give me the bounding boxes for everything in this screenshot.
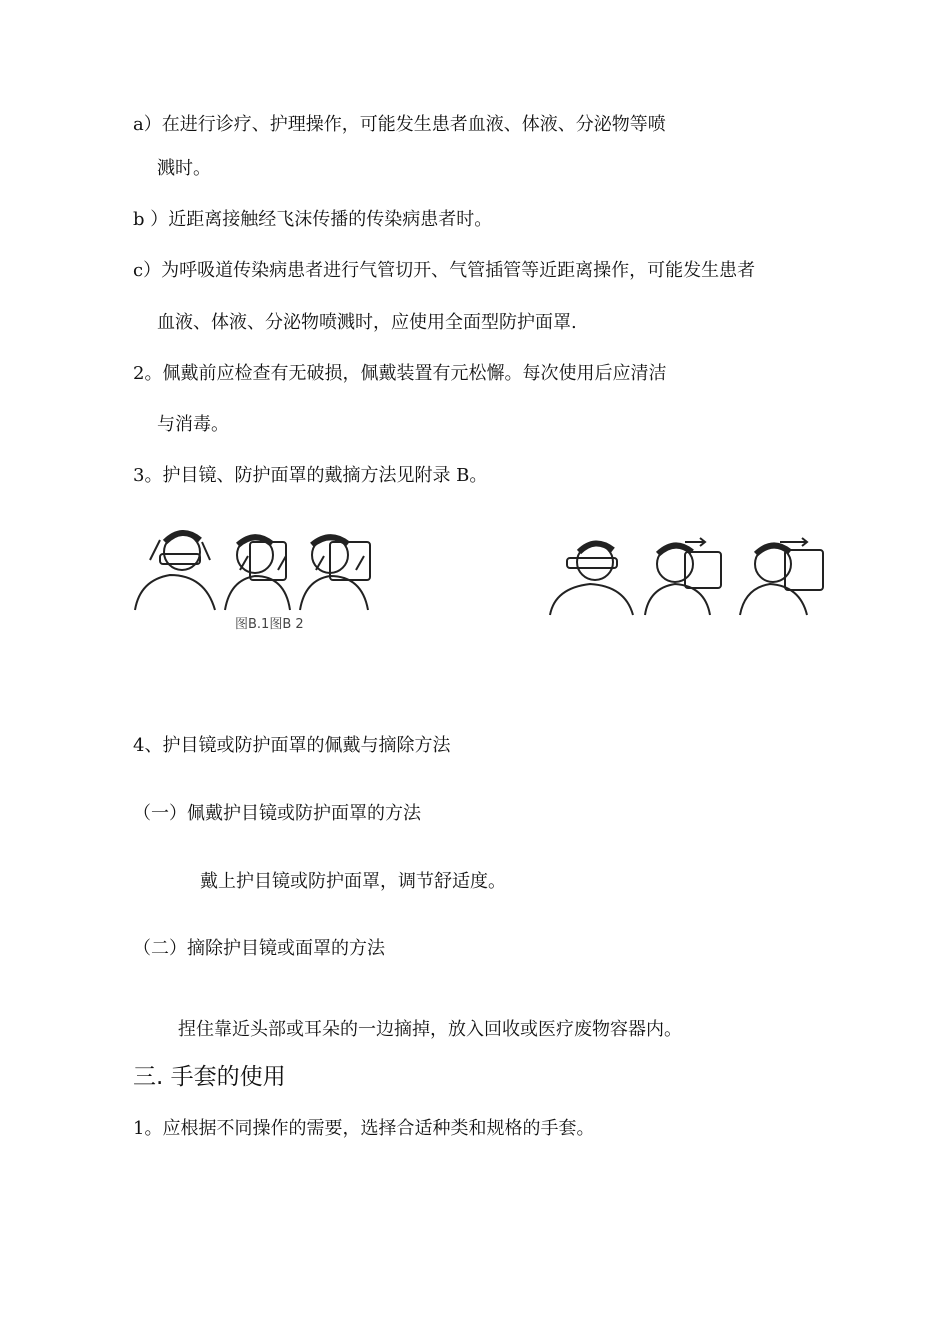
figure-caption: 图B.1图B 2: [235, 617, 304, 632]
item-b: b ）近距离接触经飞沫传播的传染病患者时。: [133, 209, 493, 230]
figure-b1-illustration: [130, 520, 390, 615]
item-c-line2: 血液、体液、分泌物喷溅时，应使用全面型防护面罩.: [157, 312, 577, 333]
item-c-line1: c）为呼吸道传染病患者进行气管切开、气管插管等近距离操作，可能发生患者: [133, 260, 756, 281]
item-a-line2: 溅时。: [157, 158, 211, 179]
chapter-3-heading: 三. 手套的使用: [133, 1064, 286, 1090]
para-2-line1: 2。佩戴前应检查有无破损，佩戴装置有元松懈。每次使用后应清洁: [133, 363, 667, 384]
section-2-heading: （二）摘除护目镜或面罩的方法: [133, 938, 385, 959]
section-1-heading: （一）佩戴护目镜或防护面罩的方法: [133, 803, 421, 824]
para-3: 3。护目镜、防护面罩的戴摘方法见附录 B。: [133, 465, 488, 486]
figure-b2-illustration: [545, 530, 835, 620]
section-2-body: 捏住靠近头部或耳朵的一边摘掉，放入回收或医疗废物容器内。: [178, 1019, 682, 1040]
para-4: 4、护目镜或防护面罩的佩戴与摘除方法: [133, 735, 451, 756]
item-a-line1: a）在进行诊疗、护理操作，可能发生患者血液、体液、分泌物等喷: [133, 114, 666, 135]
para-2-line2: 与消毒。: [157, 414, 229, 435]
section-1-body: 戴上护目镜或防护面罩，调节舒适度。: [200, 871, 506, 892]
gloves-item-1: 1。应根据不同操作的需要，选择合适种类和规格的手套。: [133, 1118, 595, 1139]
